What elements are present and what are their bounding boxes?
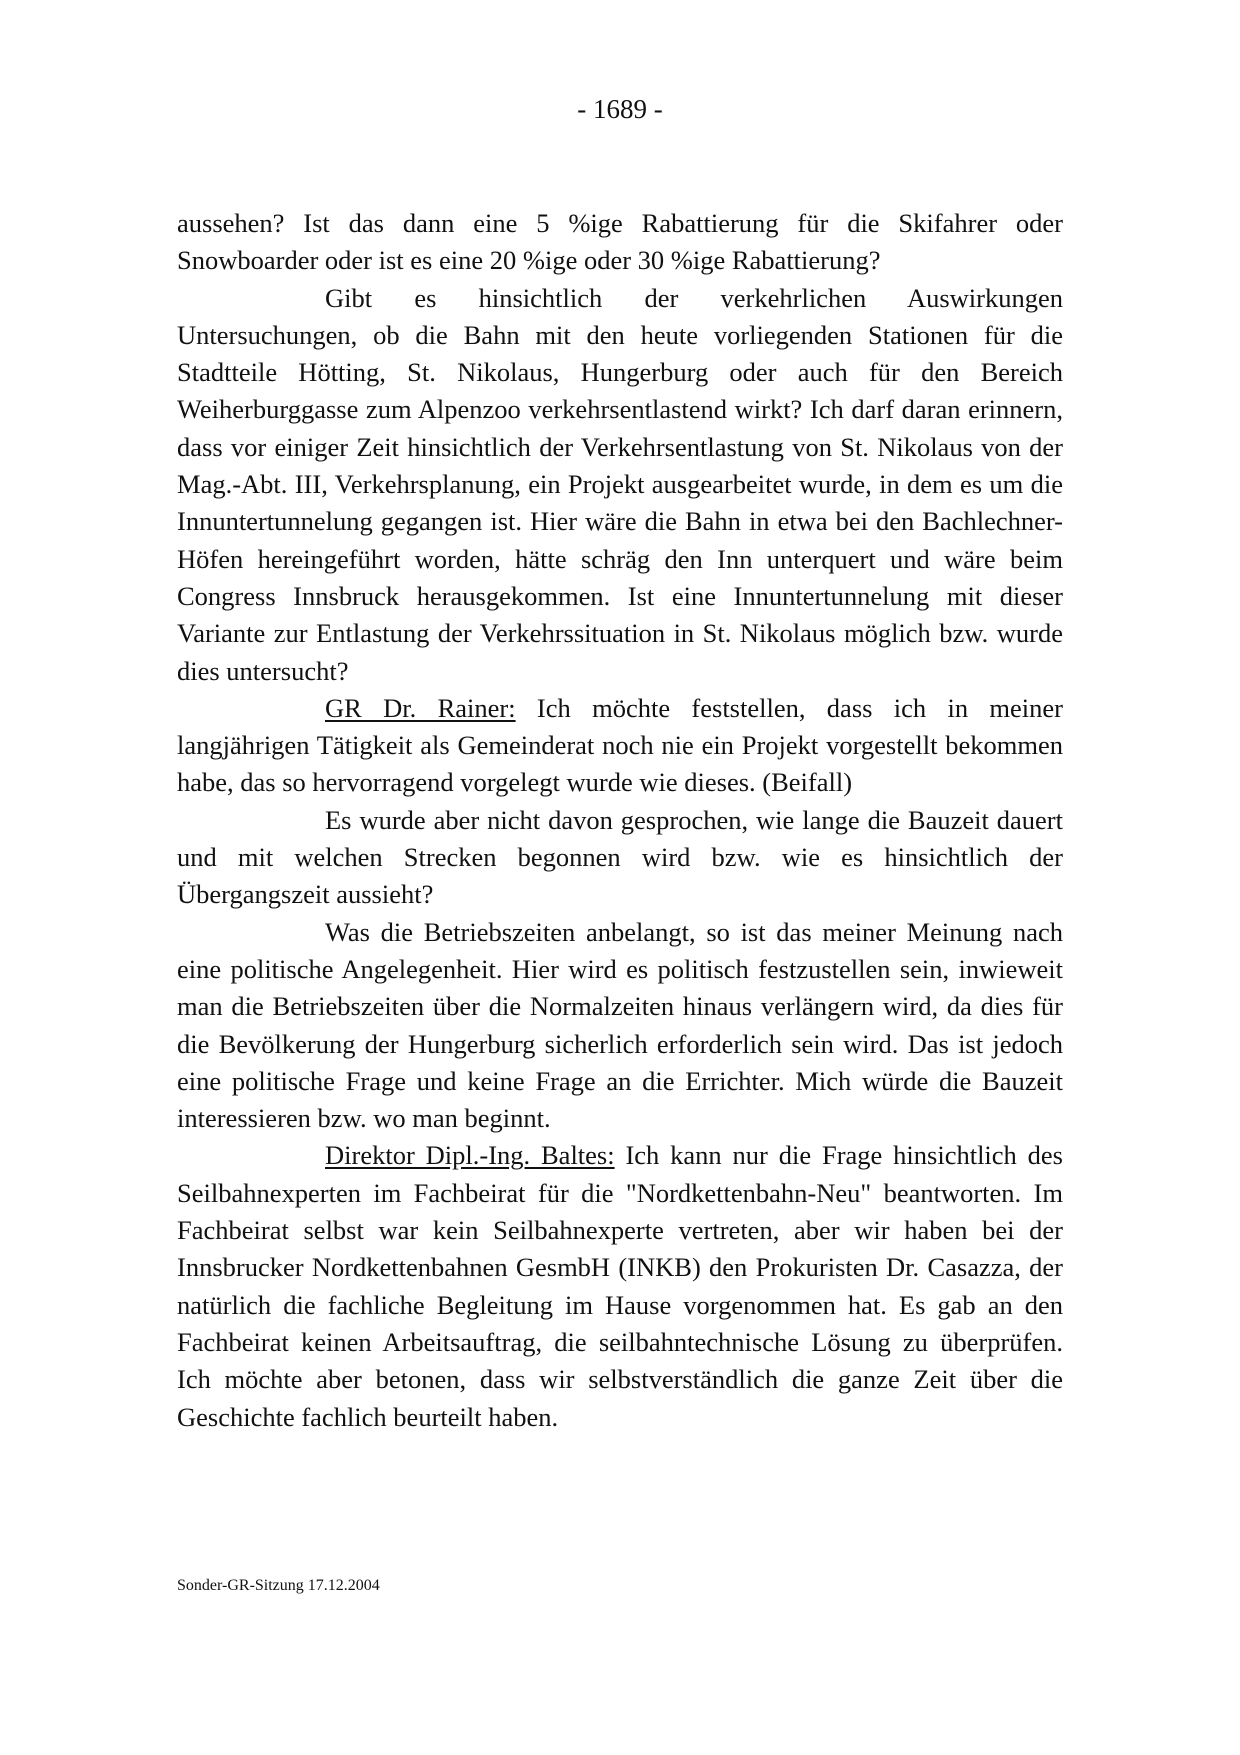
- page-footer: Sonder-GR-Sitzung 17.12.2004: [177, 1577, 380, 1594]
- paragraph-traffic-question: Gibt es hinsichtlich der verkehrlichen Auswirkungen Untersuchungen, ob die Bahn mit den heute vorliegenden Stationen für die Stadtteile Hötting, St. Nikolaus, Hungerburg oder auch für den Bereich Weiherburggasse zum Alpenzoo verkehrsentlastend wirkt? Ich darf daran erinnern, dass vor einiger Zeit hinsichtlich der Verkehrsentlastung von St. Nikolaus von der Mag.-Abt. III, Verkehrsplanung, ein Projekt ausgearbeitet wurde, in dem es um die Innuntertunnelung gegangen ist. Hier wäre die Bahn in etwa bei den Bachlechner-Höfen hereingeführt worden, hätte schräg den Inn unterquert und wäre beim Congress Innsbruck herausgekommen. Ist eine Innuntertunnelung mit dieser Variante zur Entlastung der Verkehrssituation in St. Nikolaus möglich bzw. wurde dies untersucht?: [177, 282, 1063, 686]
- speech-text: Ich kann nur die Frage hinsichtlich des Seilbahnexperten im Fachbeirat für die "Nordkettenbahn-Neu" beantworten. Im Fachbeirat selbst war kein Seilbahnexperte vertreten, aber wir haben bei der Innsbrucker Nordkettenbahnen GesmbH (INKB) den Prokuristen Dr. Casazza, der natürlich die fachliche Begleitung im Hause vorgenommen hat. Es gab an den Fachbeirat keinen Arbeitsauftrag, die seilbahntechnische Lösung zu überprüfen. Ich möchte aber betonen, dass wir selbstverständlich die ganze Zeit über die Geschichte fachlich beurteilt haben.: [177, 1140, 1063, 1432]
- paragraph-continuation: aussehen? Ist das dann eine 5 %ige Rabattierung für die Skifahrer oder Snowboarder oder ist es eine 20 %ige oder 30 %ige Rabattierung?: [177, 208, 1063, 276]
- paragraph-speaker-rainer: [177, 690, 1063, 802]
- document-body: [177, 205, 1063, 1436]
- speech-text: Ich möchte feststellen, dass ich in meiner langjährigen Tätigkeit als Gemeinderat noch nie ein Projekt vorgestellt bekommen habe, das so hervorragend vorgelegt wurde wie dieses. (Beifall): [177, 692, 1063, 798]
- speaker-name: GR Dr. Rainer:: [325, 692, 516, 723]
- paragraph-operating-hours: Was die Betriebszeiten anbelangt, so ist das meiner Meinung nach eine politische Angelegenheit. Hier wird es politisch festzustellen sein, inwieweit man die Betriebszeiten über die Normalzeiten hinaus verlängern wird, da dies für die Bevölkerung der Hungerburg sicherlich erforderlich sein wird. Das ist jedoch eine politische Frage und keine Frage an die Errichter. Mich würde die Bauzeit interessieren bzw. wo man beginnt.: [177, 916, 1063, 1134]
- page-number: - 1689 -: [577, 94, 663, 124]
- paragraph-speaker-baltes: [177, 1137, 1063, 1435]
- speaker-name: Direktor Dipl.-Ing. Baltes:: [325, 1140, 615, 1171]
- paragraph-construction-time: Es wurde aber nicht davon gesprochen, wie lange die Bauzeit dauert und mit welchen Strecken begonnen wird bzw. wie es hinsichtlich der Übergangszeit aussieht?: [177, 804, 1063, 910]
